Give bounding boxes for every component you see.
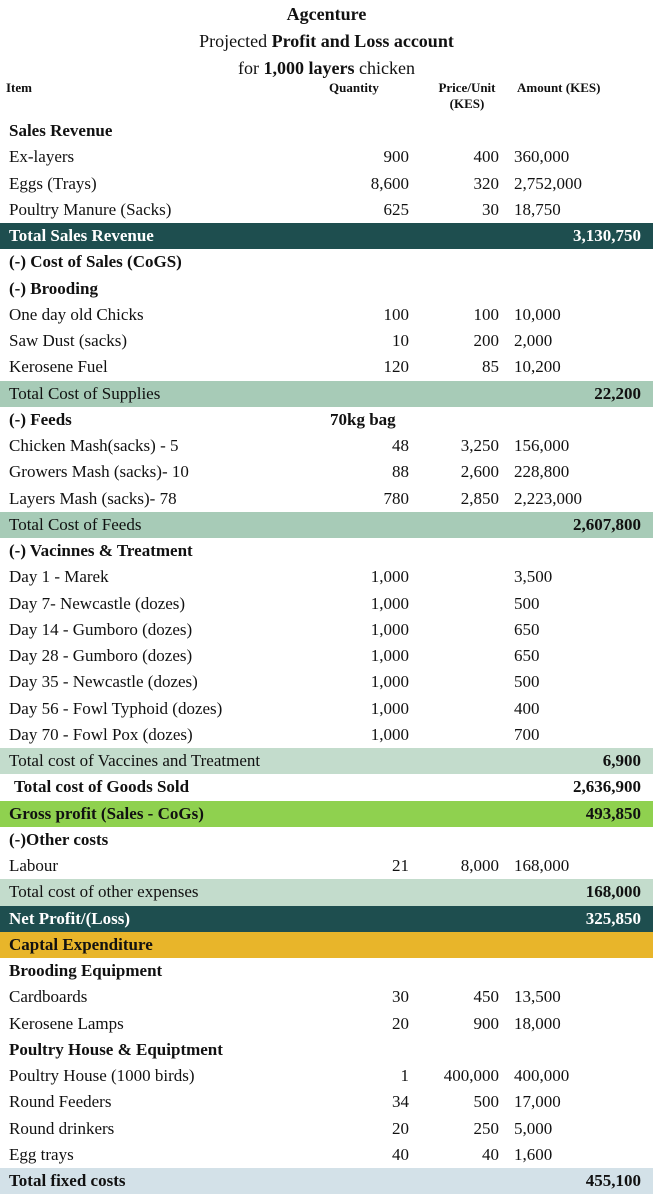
row-price: 200 bbox=[473, 331, 499, 350]
row-quantity: 48 bbox=[392, 436, 409, 455]
table-row bbox=[0, 1116, 653, 1142]
row-amount: 650 bbox=[514, 646, 540, 665]
row-amount: 2,223,000 bbox=[514, 488, 582, 508]
row-quantity: 1,000 bbox=[370, 698, 409, 718]
row-item-label: Total cost of other expenses bbox=[9, 882, 199, 902]
row-item-label: Eggs (Trays) bbox=[9, 173, 97, 193]
row-quantity: 88 bbox=[392, 462, 409, 482]
table-row bbox=[0, 512, 653, 538]
row-amount: 2,752,000 bbox=[514, 173, 582, 193]
report-subtitle-prefix: for bbox=[238, 58, 264, 78]
table-row bbox=[0, 197, 653, 223]
row-price: 30 bbox=[482, 199, 499, 219]
col-header-price bbox=[431, 80, 503, 112]
row-item-label: Chicken Mash(sacks) - 5 bbox=[9, 436, 179, 455]
row-item-label: Poultry House & Equiptment bbox=[9, 1039, 223, 1059]
row-quantity: 120 bbox=[383, 357, 409, 377]
table-row bbox=[0, 223, 653, 249]
row-item-label: Cardboards bbox=[9, 987, 88, 1007]
row-price: 400,000 bbox=[443, 1066, 499, 1085]
table-row bbox=[0, 696, 653, 722]
row-price: 2,850 bbox=[460, 488, 499, 508]
row-price: 40 bbox=[482, 1144, 499, 1164]
table-row bbox=[0, 617, 653, 643]
row-amount: 5,000 bbox=[514, 1118, 553, 1138]
table-row bbox=[0, 328, 653, 354]
row-item-label: Poultry Manure (Sacks) bbox=[9, 199, 172, 219]
report-subtitle-bold: 1,000 layers bbox=[263, 58, 355, 78]
row-quantity: 100 bbox=[383, 304, 409, 324]
col-header-amount: Amount (KES) bbox=[517, 80, 601, 95]
row-item-label: Growers Mash (sacks)- 10 bbox=[9, 462, 189, 482]
row-item-label: (-) Cost of Sales (CoGS) bbox=[9, 252, 182, 272]
table-row bbox=[0, 853, 653, 879]
row-quantity: 8,600 bbox=[370, 173, 409, 193]
company-title: Agcenture bbox=[286, 4, 367, 24]
row-quantity: 10 bbox=[392, 331, 409, 350]
row-quantity: 1 bbox=[400, 1066, 409, 1085]
row-total: 325,850 bbox=[585, 908, 641, 928]
row-amount: 400 bbox=[514, 698, 540, 718]
row-item-label: Kerosene Fuel bbox=[9, 357, 108, 377]
table-row bbox=[0, 879, 653, 905]
row-amount: 168,000 bbox=[514, 856, 570, 875]
row-quantity: 625 bbox=[383, 199, 409, 219]
table-row bbox=[0, 1168, 653, 1194]
row-item-label: Total Cost of Supplies bbox=[9, 383, 161, 403]
table-row bbox=[0, 827, 653, 853]
row-quantity: 21 bbox=[392, 856, 409, 875]
row-item-label: (-) Vacinnes & Treatment bbox=[9, 541, 193, 560]
row-quantity: 70kg bag bbox=[330, 409, 396, 429]
row-amount: 400,000 bbox=[514, 1066, 570, 1085]
row-item-label: Total fixed costs bbox=[9, 1171, 126, 1190]
table-row bbox=[0, 774, 653, 800]
row-price: 3,250 bbox=[460, 436, 499, 455]
col-header-price-line1: Price/Unit bbox=[438, 80, 496, 95]
row-amount: 13,500 bbox=[514, 987, 561, 1007]
row-total: 168,000 bbox=[585, 882, 641, 902]
row-amount: 500 bbox=[514, 593, 540, 613]
table-row bbox=[0, 433, 653, 459]
table-row bbox=[0, 984, 653, 1010]
row-item-label: Brooding Equipment bbox=[9, 961, 163, 980]
row-item-label: Round Feeders bbox=[9, 1092, 112, 1112]
row-total: 22,200 bbox=[594, 383, 641, 403]
table-row bbox=[0, 171, 653, 197]
row-item-label: Layers Mash (sacks)- 78 bbox=[9, 488, 177, 508]
row-item-label: (-) Feeds bbox=[9, 409, 72, 429]
table-row bbox=[0, 643, 653, 669]
row-amount: 1,600 bbox=[514, 1144, 553, 1164]
row-quantity: 30 bbox=[392, 987, 409, 1007]
row-quantity: 20 bbox=[392, 1118, 409, 1138]
row-amount: 2,000 bbox=[514, 331, 553, 350]
row-amount: 156,000 bbox=[514, 436, 570, 455]
table-row bbox=[0, 1089, 653, 1115]
row-amount: 228,800 bbox=[514, 462, 570, 482]
table-row bbox=[0, 958, 653, 984]
row-item-label: One day old Chicks bbox=[9, 304, 144, 324]
report-subtitle-suffix: chicken bbox=[354, 58, 415, 78]
table-row bbox=[0, 801, 653, 827]
row-item-label: Sales Revenue bbox=[9, 121, 113, 140]
row-item-label: (-) Brooding bbox=[9, 278, 98, 298]
row-item-label: Day 7- Newcastle (dozes) bbox=[9, 593, 186, 613]
row-quantity: 1,000 bbox=[370, 593, 409, 613]
table-row bbox=[0, 459, 653, 485]
row-item-label: Round drinkers bbox=[9, 1118, 115, 1138]
row-item-label: Kerosene Lamps bbox=[9, 1013, 124, 1033]
report-title bbox=[0, 31, 653, 52]
row-item-label: Day 1 - Marek bbox=[9, 567, 109, 587]
row-price: 250 bbox=[473, 1118, 499, 1138]
row-quantity: 20 bbox=[392, 1013, 409, 1033]
row-item-label: Net Profit/(Loss) bbox=[9, 908, 131, 928]
row-price: 320 bbox=[473, 173, 499, 193]
row-price: 900 bbox=[473, 1013, 499, 1033]
row-item-label: Day 70 - Fowl Pox (dozes) bbox=[9, 724, 193, 744]
table-row bbox=[0, 144, 653, 170]
row-amount: 10,000 bbox=[514, 304, 561, 324]
table-row bbox=[0, 249, 653, 275]
table-row bbox=[0, 1142, 653, 1168]
row-item-label: Ex-layers bbox=[9, 147, 75, 167]
table-row bbox=[0, 722, 653, 748]
col-header-item: Item bbox=[6, 80, 32, 95]
row-amount: 18,000 bbox=[514, 1013, 561, 1033]
row-item-label: Day 28 - Gumboro (dozes) bbox=[9, 646, 193, 665]
row-total: 6,900 bbox=[602, 751, 641, 770]
row-quantity: 900 bbox=[383, 147, 409, 167]
row-item-label: Poultry House (1000 birds) bbox=[9, 1066, 195, 1085]
table-row bbox=[0, 1063, 653, 1089]
row-amount: 3,500 bbox=[514, 567, 553, 587]
col-header-quantity: Quantity bbox=[329, 80, 379, 95]
row-item-label: Captal Expenditure bbox=[9, 934, 153, 954]
row-amount: 700 bbox=[514, 724, 540, 744]
row-quantity: 1,000 bbox=[370, 646, 409, 665]
table-row bbox=[0, 669, 653, 695]
row-item-label: Total Sales Revenue bbox=[9, 226, 154, 245]
row-price: 400 bbox=[473, 147, 499, 167]
table-row bbox=[0, 407, 653, 433]
col-header-price-line2: (KES) bbox=[449, 96, 485, 111]
row-price: 8,000 bbox=[460, 856, 499, 875]
row-total: 455,100 bbox=[585, 1171, 641, 1190]
row-price: 450 bbox=[473, 987, 499, 1007]
row-item-label: Total cost of Vaccines and Treatment bbox=[9, 751, 261, 770]
table-row bbox=[0, 486, 653, 512]
row-amount: 500 bbox=[514, 672, 540, 692]
table-row bbox=[0, 906, 653, 932]
report-subtitle bbox=[0, 58, 653, 79]
row-amount: 650 bbox=[514, 619, 540, 639]
table-row bbox=[0, 932, 653, 958]
row-item-label: Day 35 - Newcastle (dozes) bbox=[9, 672, 198, 692]
table-row bbox=[0, 381, 653, 407]
row-amount: 360,000 bbox=[514, 147, 570, 167]
report-title-prefix: Projected bbox=[199, 31, 272, 51]
table-row bbox=[0, 276, 653, 302]
row-total: 2,607,800 bbox=[573, 514, 641, 534]
row-quantity: 1,000 bbox=[370, 567, 409, 587]
table-row bbox=[0, 354, 653, 380]
row-total: 493,850 bbox=[585, 803, 641, 823]
table-row bbox=[0, 1011, 653, 1037]
row-amount: 18,750 bbox=[514, 199, 561, 219]
table-row bbox=[0, 748, 653, 774]
row-item-label: Total Cost of Feeds bbox=[9, 514, 142, 534]
row-amount: 10,200 bbox=[514, 357, 561, 377]
table-row bbox=[0, 1037, 653, 1063]
row-item-label: Egg trays bbox=[9, 1144, 74, 1164]
row-quantity: 780 bbox=[383, 488, 409, 508]
table-row bbox=[0, 302, 653, 328]
table-row bbox=[0, 564, 653, 590]
row-quantity: 1,000 bbox=[370, 619, 409, 639]
report-title-bold: Profit and Loss account bbox=[271, 31, 454, 51]
row-price: 100 bbox=[473, 304, 499, 324]
row-amount: 17,000 bbox=[514, 1092, 561, 1112]
row-quantity: 1,000 bbox=[370, 724, 409, 744]
table-row bbox=[0, 538, 653, 564]
row-item-label: Total cost of Goods Sold bbox=[14, 777, 190, 797]
row-total: 2,636,900 bbox=[573, 777, 641, 797]
row-item-label: Day 56 - Fowl Typhoid (dozes) bbox=[9, 698, 223, 718]
row-total: 3,130,750 bbox=[573, 226, 641, 245]
row-price: 2,600 bbox=[460, 462, 499, 482]
row-item-label: Gross profit (Sales - CoGs) bbox=[9, 803, 204, 823]
row-item-label: (-)Other costs bbox=[9, 829, 109, 849]
row-quantity: 1,000 bbox=[370, 672, 409, 692]
table-row bbox=[0, 591, 653, 617]
row-price: 85 bbox=[482, 357, 499, 377]
table-row bbox=[0, 118, 653, 144]
row-item-label: Labour bbox=[9, 856, 59, 875]
row-price: 500 bbox=[473, 1092, 499, 1112]
row-item-label: Saw Dust (sacks) bbox=[9, 331, 128, 350]
row-quantity: 40 bbox=[392, 1144, 409, 1164]
row-quantity: 34 bbox=[392, 1092, 409, 1112]
row-item-label: Day 14 - Gumboro (dozes) bbox=[9, 619, 193, 639]
